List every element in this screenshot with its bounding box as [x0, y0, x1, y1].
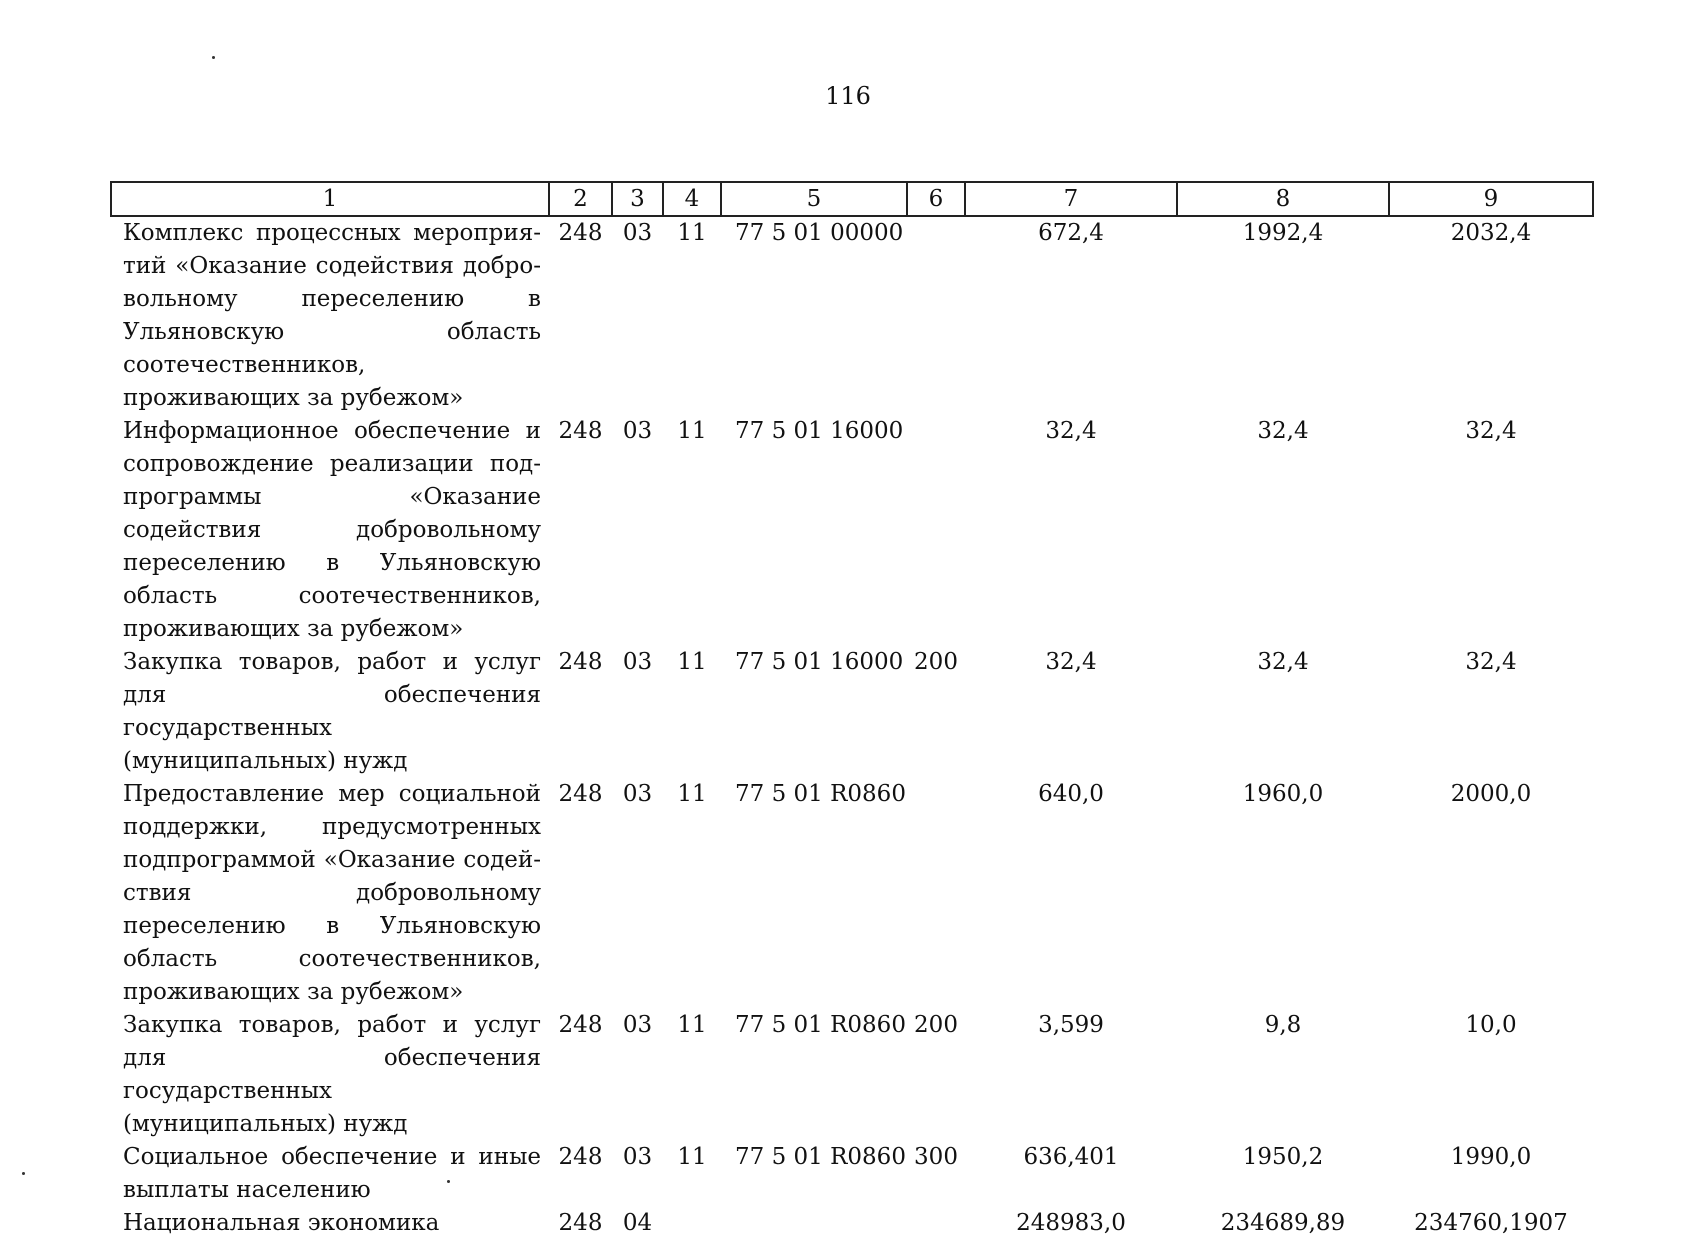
row-code-3: 04	[622, 1210, 653, 1236]
row-code-4: 11	[677, 220, 707, 246]
row-code-2: 248	[558, 781, 603, 807]
row-value-9: 1990,0	[1450, 1144, 1532, 1170]
row-value-9: 2000,0	[1450, 781, 1532, 807]
row-code-2: 248	[558, 418, 603, 444]
row-code-3: 03	[622, 1144, 653, 1170]
row-code-3: 03	[622, 418, 653, 444]
scan-speck	[22, 1172, 25, 1175]
row-value-7: 672,4	[1038, 220, 1104, 246]
row-value-9: 234760,1907	[1414, 1210, 1568, 1236]
row-code-3: 03	[622, 781, 653, 807]
column-header-7: 7	[965, 182, 1177, 216]
table-row	[111, 1141, 1593, 1207]
row-value-7: 32,4	[1045, 418, 1097, 444]
table-header-row	[111, 182, 1593, 216]
row-value-8: 1992,4	[1242, 220, 1324, 246]
row-code-5: 77 5 01 16000	[735, 649, 904, 675]
row-value-8: 1960,0	[1242, 781, 1324, 807]
row-code-4	[663, 1207, 721, 1240]
row-code-3: 03	[622, 220, 653, 246]
row-value-9: 10,0	[1465, 1012, 1517, 1038]
row-name: Комплекс процессных мероприятий «Оказание содействия добровольному переселению в Ульяновскую область соотечественников, проживающих за рубежом»	[123, 220, 541, 411]
row-code-2: 248	[558, 1144, 603, 1170]
row-value-8: 1950,2	[1242, 1144, 1324, 1170]
row-value-8: 32,4	[1257, 418, 1309, 444]
row-code-2: 248	[558, 1210, 603, 1236]
row-code-6: 200	[914, 1012, 958, 1038]
row-code-5: 77 5 01 00000	[735, 220, 904, 246]
row-code-4: 11	[677, 1144, 707, 1170]
row-code-6: 200	[914, 649, 958, 675]
budget-table	[110, 181, 1594, 1240]
row-code-5: 77 5 01 R0860	[735, 781, 906, 807]
row-code-5: 77 5 01 R0860	[735, 1012, 906, 1038]
row-code-4: 11	[677, 649, 707, 675]
column-header-3: 3	[612, 182, 663, 216]
row-value-7: 3,599	[1038, 1012, 1104, 1038]
column-header-8: 8	[1177, 182, 1389, 216]
table-row	[111, 646, 1593, 778]
row-code-5: 77 5 01 16000	[735, 418, 904, 444]
row-code-3: 03	[622, 1012, 653, 1038]
row-value-7: 32,4	[1045, 649, 1097, 675]
row-code-5: 77 5 01 R0860	[735, 1144, 906, 1170]
row-value-8: 32,4	[1257, 649, 1309, 675]
row-code-4: 11	[677, 418, 707, 444]
row-value-9: 32,4	[1465, 418, 1517, 444]
row-code-6	[907, 1207, 965, 1240]
row-name: Закупка товаров, работ и услуг для обеспечения государственных (муниципальных) нужд	[123, 1012, 541, 1137]
scan-speck	[212, 56, 215, 59]
row-name: Социальное обеспечение и иные выплаты населению	[123, 1144, 541, 1203]
row-code-2: 248	[558, 220, 603, 246]
row-value-7: 248983,0	[1016, 1210, 1126, 1236]
column-header-1: 1	[111, 182, 549, 216]
row-code-5	[721, 1207, 907, 1240]
row-name: Закупка товаров, работ и услуг для обеспечения государственных (муниципальных) нужд	[123, 649, 541, 774]
row-code-4: 11	[677, 1012, 707, 1038]
row-name: Предоставление мер социальной поддержки, предусмотренных подпрограммой «Оказание содействия добровольному переселению в Ульяновскую область соотечественников, проживающих за рубежом»	[123, 781, 541, 1005]
column-header-6: 6	[907, 182, 965, 216]
row-value-8: 9,8	[1264, 1012, 1302, 1038]
column-header-9: 9	[1389, 182, 1593, 216]
row-value-9: 32,4	[1465, 649, 1517, 675]
row-code-6	[907, 778, 965, 1009]
row-name: Национальная экономика	[123, 1210, 440, 1236]
table-row	[111, 1207, 1593, 1240]
row-name: Информационное обеспечение и сопровождение реализации подпрограммы «Оказание содействия добровольному переселению в Ульяновскую область соотечественников, проживающих за рубежом»	[123, 418, 541, 642]
column-header-5: 5	[721, 182, 907, 216]
row-value-9: 2032,4	[1450, 220, 1532, 246]
row-value-7: 640,0	[1038, 781, 1104, 807]
table-row	[111, 778, 1593, 1009]
table-row	[111, 415, 1593, 646]
page-number: 116	[825, 82, 871, 110]
row-code-4: 11	[677, 781, 707, 807]
row-value-7: 636,401	[1023, 1144, 1119, 1170]
row-code-2: 248	[558, 649, 603, 675]
row-code-3: 03	[622, 649, 653, 675]
row-code-6: 300	[914, 1144, 958, 1170]
column-header-4: 4	[663, 182, 721, 216]
row-code-2: 248	[558, 1012, 603, 1038]
row-value-8: 234689,89	[1220, 1210, 1346, 1236]
table-row	[111, 1009, 1593, 1141]
row-code-6	[907, 415, 965, 646]
row-code-6	[907, 216, 965, 415]
column-header-2: 2	[549, 182, 612, 216]
table-row	[111, 216, 1593, 415]
